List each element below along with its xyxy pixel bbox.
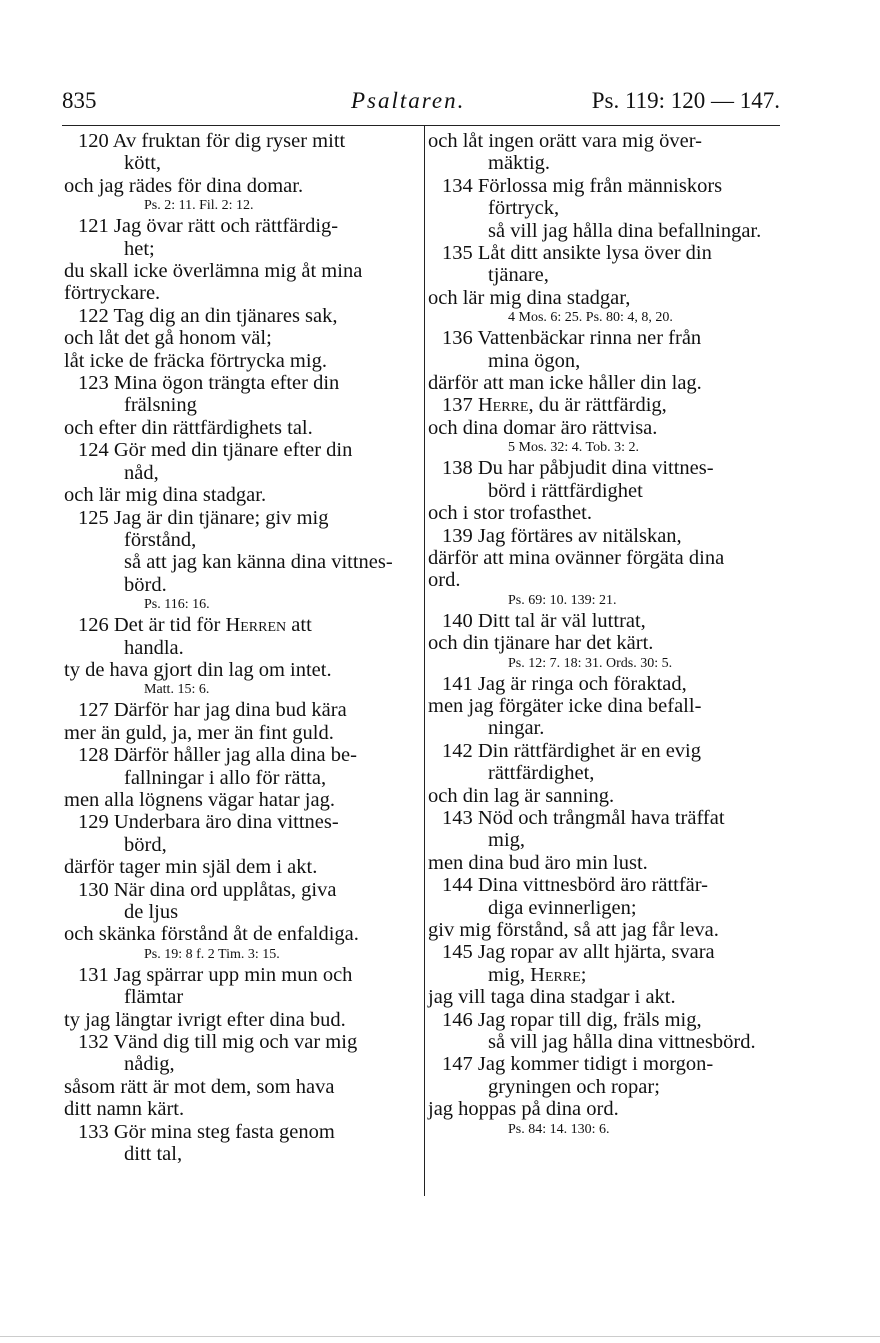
verse <box>64 614 416 699</box>
verse-line: de ljus <box>124 901 179 923</box>
verse <box>428 394 778 457</box>
verse-line: 125 Jag är din tjänare; giv mig <box>78 506 329 529</box>
verse-line: 143 Nöd och trångmål hava träffat <box>442 806 725 829</box>
verse-line: ditt tal, <box>124 1143 183 1166</box>
cross-reference: Ps. 84: 14. 130: 6. <box>508 1121 610 1137</box>
verse-line: 146 Jag ropar till dig, fräls mig, <box>442 1008 702 1031</box>
verse-line: rättfärdighet, <box>488 762 595 785</box>
cross-reference: Matt. 15: 6. <box>144 682 210 698</box>
verse-line: 133 Gör mina steg fasta genom <box>78 1120 335 1143</box>
verse-line: 128 Därför håller jag alla dina be- <box>78 744 357 767</box>
verse <box>64 964 416 1031</box>
verse-line: ty de hava gjort din lag om intet. <box>64 658 332 681</box>
page-header <box>62 88 780 122</box>
verse-line: så vill jag hålla dina befallningar. <box>488 219 762 242</box>
verse <box>428 740 778 807</box>
verse-line: jag hoppas på dina ord. <box>428 1098 619 1121</box>
verse-line: giv mig förstånd, så att jag får leva. <box>428 919 719 941</box>
verse <box>428 673 778 740</box>
verse <box>64 744 416 811</box>
verse-line: såsom rätt är mot dem, som hava <box>64 1075 335 1098</box>
verse <box>64 215 416 305</box>
verse-line: därför att man icke håller din lag. <box>428 372 702 395</box>
verse-line: 144 Dina vittnesbörd äro rättfär- <box>442 874 708 897</box>
verse-line: börd. <box>124 573 167 596</box>
verse-line: kött, <box>124 152 162 175</box>
right-column <box>428 130 778 1139</box>
verse-line: 135 Låt ditt ansikte lysa över din <box>442 242 712 265</box>
verse-line: ty jag längtar ivrigt efter dina bud. <box>64 1008 346 1031</box>
verse-line: 123 Mina ögon trängta efter din <box>78 372 340 395</box>
verse <box>428 941 778 1008</box>
verse-line: 127 Därför har jag dina bud kära <box>78 699 347 722</box>
verse-line: och din tjänare har det kärt. <box>428 632 654 655</box>
verse-line: 139 Jag förtäres av nitälskan, <box>442 524 682 547</box>
verse-line: därför att mina ovänner förgäta dina <box>428 546 725 569</box>
verse-line: 129 Underbara äro dina vittnes- <box>78 811 339 834</box>
verse-line: 137 Herre, du är rättfärdig, <box>442 394 667 417</box>
verse-line: gryningen och ropar; <box>488 1075 660 1098</box>
column-divider <box>424 126 425 1196</box>
verse-line: mäktig. <box>488 152 551 175</box>
verse <box>64 439 416 506</box>
verse <box>64 879 416 964</box>
verse <box>64 305 416 372</box>
verse-line: låt icke de fräcka förtrycka mig. <box>64 349 327 372</box>
verse-line: 138 Du har påbjudit dina vittnes- <box>442 457 714 480</box>
verse-line: 131 Jag spärrar upp min mun och <box>78 963 353 986</box>
verse <box>428 242 778 327</box>
verse-line: och skänka förstånd åt de enfaldiga. <box>64 923 359 946</box>
verse-line: ningar. <box>488 717 545 740</box>
verse-line: börd i rättfärdighet <box>488 479 643 502</box>
verse <box>64 699 416 744</box>
verse-line: 145 Jag ropar av allt hjärta, svara <box>442 941 715 964</box>
verse <box>428 327 778 394</box>
left-column <box>64 130 416 1165</box>
verse <box>64 130 416 215</box>
verse-line: 120 Av fruktan för dig ryser mitt <box>78 130 346 152</box>
verse-line: förtryck, <box>488 197 560 220</box>
verse-line: het; <box>124 237 155 260</box>
verse-line: jag vill taga dina stadgar i akt. <box>428 986 676 1009</box>
cross-reference: 5 Mos. 32: 4. Tob. 3: 2. <box>508 440 639 456</box>
verse-line: och din lag är sanning. <box>428 784 615 807</box>
verse-line: och lär mig dina stadgar, <box>428 286 631 309</box>
cross-reference: Ps. 116: 16. <box>144 597 210 613</box>
verse-line: 130 När dina ord upplåtas, giva <box>78 878 337 901</box>
verse-line: 124 Gör med din tjänare efter din <box>78 439 353 462</box>
verse-line: mer än guld, ja, mer än fint guld. <box>64 721 334 744</box>
verse-line: ditt namn kärt. <box>64 1098 185 1121</box>
verse <box>428 130 778 175</box>
verse <box>64 1121 416 1166</box>
verse-line: men dina bud äro min lust. <box>428 851 648 874</box>
chapter-reference: Ps. 119: 120 — 147. <box>591 88 780 113</box>
verse-line: så att jag kan känna dina vittnes- <box>124 551 393 574</box>
cross-reference: Ps. 2: 11. Fil. 2: 12. <box>144 198 254 214</box>
verse-line: nådig, <box>124 1053 175 1076</box>
verse <box>428 807 778 874</box>
verse-line: diga evinnerligen; <box>488 896 637 919</box>
verse-line: 121 Jag övar rätt och rättfärdig- <box>78 215 339 238</box>
verse-line: förstånd, <box>124 528 197 551</box>
verse-line: förtryckare. <box>64 282 161 305</box>
verse-line: och jag rädes för dina domar. <box>64 174 304 197</box>
verse <box>64 811 416 878</box>
verse <box>428 525 778 610</box>
verse <box>64 507 416 615</box>
verse-line: därför tager min själ dem i akt. <box>64 856 318 879</box>
book-title: Psaltaren. <box>351 88 466 113</box>
verse-line: mina ögon, <box>488 349 581 372</box>
verse-line: 147 Jag kommer tidigt i morgon- <box>442 1053 714 1076</box>
cross-reference: Ps. 19: 8 f. 2 Tim. 3: 15. <box>144 946 280 962</box>
verse-line: och efter din rättfärdighets tal. <box>64 416 313 439</box>
verse-line: mig, Herre; <box>488 963 587 986</box>
verse <box>428 610 778 673</box>
verse-line: och låt ingen orätt vara mig över- <box>428 130 702 152</box>
verse-line: och lär mig dina stadgar. <box>64 484 267 507</box>
verse-line: flämtar <box>124 986 184 1009</box>
verse <box>428 874 778 941</box>
verse <box>64 372 416 439</box>
verse <box>64 1031 416 1121</box>
page-number: 835 <box>62 88 97 113</box>
verse-line: och låt det gå honom väl; <box>64 327 272 350</box>
verse-line: frälsning <box>124 394 197 417</box>
verse-line: men jag förgäter icke dina befall- <box>428 694 702 717</box>
verse-line: 142 Din rättfärdighet är en evig <box>442 739 702 762</box>
verse-line: 132 Vänd dig till mig och var mig <box>78 1031 358 1054</box>
verse-line: men alla lögnens vägar hatar jag. <box>64 788 335 811</box>
verse-line: mig, <box>488 829 526 852</box>
verse <box>428 1009 778 1054</box>
cross-reference: Ps. 69: 10. 139: 21. <box>508 592 617 608</box>
verse-line: ord. <box>428 569 461 592</box>
verse-line: 122 Tag dig an din tjänares sak, <box>78 304 338 327</box>
verse-line: du skall icke överlämna mig åt mina <box>64 260 363 283</box>
verse-line: och dina domar äro rättvisa. <box>428 416 658 439</box>
verse-line: handla. <box>124 636 184 659</box>
verse-line: tjänare, <box>488 264 549 287</box>
verse <box>428 1053 778 1138</box>
verse-line: 136 Vattenbäckar rinna ner från <box>442 327 702 350</box>
verse-line: 126 Det är tid för Herren att <box>78 614 312 637</box>
verse-line: börd, <box>124 833 167 856</box>
verse-line: så vill jag hålla dina vittnesbörd. <box>488 1031 756 1054</box>
verse <box>428 457 778 524</box>
verse-line: och i stor trofasthet. <box>428 502 592 525</box>
verse-line: 141 Jag är ringa och föraktad, <box>442 672 687 695</box>
header-rule <box>62 125 780 126</box>
verse-line: nåd, <box>124 461 159 484</box>
verse-line: 140 Ditt tal är väl luttrat, <box>442 609 646 632</box>
page-bottom-edge <box>0 1336 880 1337</box>
verse-line: 134 Förlossa mig från människors <box>442 174 723 197</box>
cross-reference: Ps. 12: 7. 18: 31. Ords. 30: 5. <box>508 655 673 671</box>
cross-reference: 4 Mos. 6: 25. Ps. 80: 4, 8, 20. <box>508 310 673 326</box>
verse <box>428 175 778 242</box>
verse-line: fallningar i allo för rätta, <box>124 766 327 789</box>
